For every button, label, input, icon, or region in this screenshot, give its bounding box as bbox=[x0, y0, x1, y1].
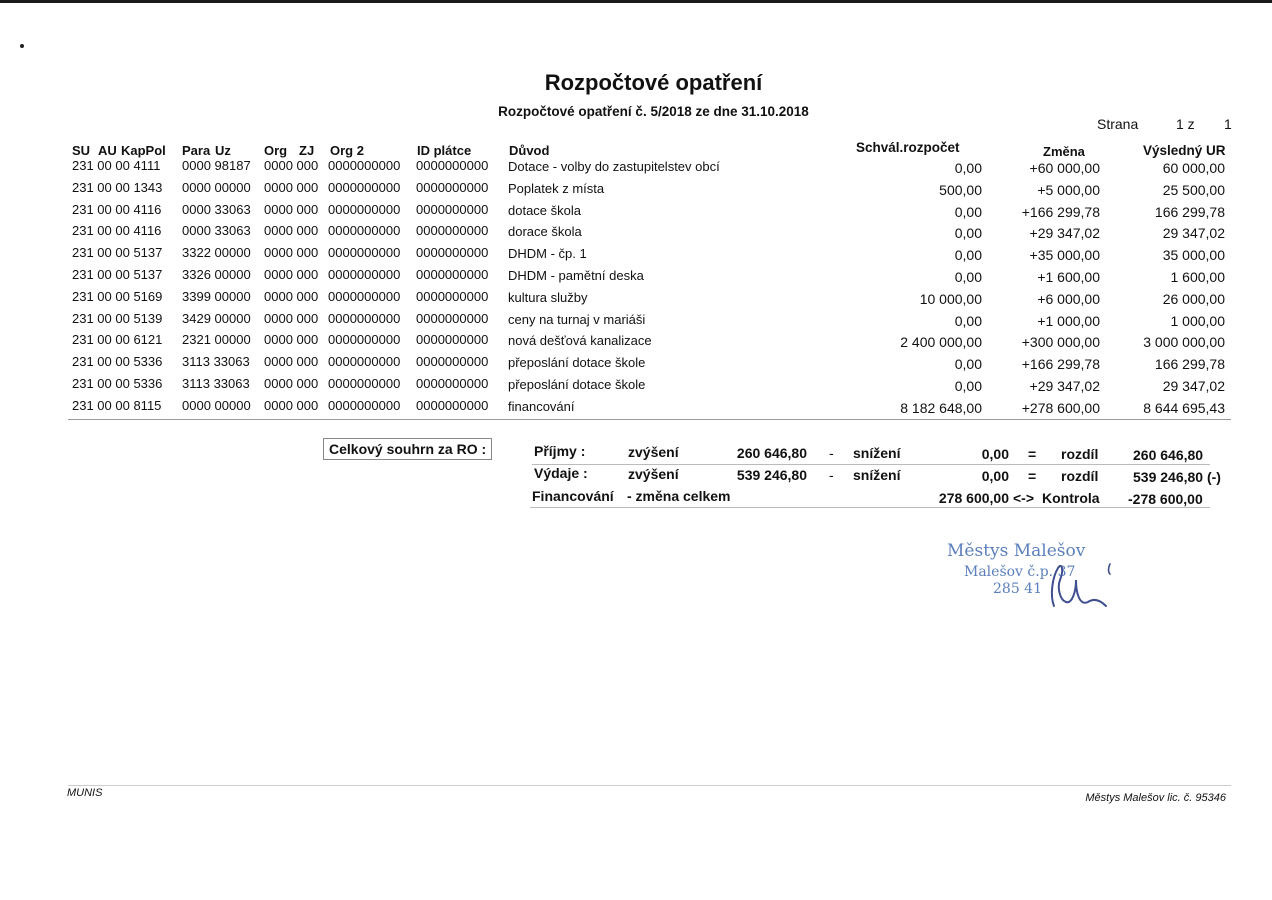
cell-schval: 500,00 bbox=[939, 181, 982, 198]
cell-id-platce: 0000000000 bbox=[416, 354, 489, 370]
cell-org2: 0000000000 bbox=[328, 354, 401, 370]
cell-org2: 0000000000 bbox=[328, 179, 401, 195]
col-para: Para bbox=[182, 143, 211, 158]
cell-org-zj: 0000 000 bbox=[264, 158, 319, 173]
kontrola-arrow: <-> bbox=[1013, 490, 1035, 506]
cell-codes: 231 00 00 5336 bbox=[72, 354, 163, 370]
table-row bbox=[0, 311, 1272, 333]
table-row bbox=[0, 180, 1272, 202]
cell-vysledny: 29 347,02 bbox=[1162, 378, 1225, 394]
cell-id-platce: 0000000000 bbox=[416, 201, 489, 217]
cell-duvod: přeposlání dotace škole bbox=[508, 355, 646, 371]
cell-para-uz: 3326 00000 bbox=[182, 267, 251, 282]
cell-org-zj: 0000 000 bbox=[264, 267, 319, 282]
financovani-label: Financování bbox=[532, 488, 614, 504]
table-row bbox=[0, 267, 1272, 289]
cell-schval: 10 000,00 bbox=[919, 290, 982, 307]
col-zj: ZJ bbox=[299, 143, 315, 158]
page-total: 1 bbox=[1224, 116, 1232, 132]
cell-schval: 0,00 bbox=[954, 247, 982, 264]
summary-label: Celkový souhrn za RO : bbox=[323, 438, 492, 460]
cell-org2: 0000000000 bbox=[328, 310, 401, 326]
vydaje-dash: - bbox=[829, 467, 834, 483]
cell-para-uz: 0000 33063 bbox=[182, 201, 251, 217]
cell-codes: 231 00 00 4116 bbox=[72, 201, 162, 217]
cell-org-zj: 0000 000 bbox=[264, 332, 319, 348]
cell-vysledny: 166 299,78 bbox=[1154, 356, 1225, 373]
cell-zmena: +300 000,00 bbox=[1021, 334, 1100, 351]
kontrola-label: Kontrola bbox=[1042, 490, 1100, 506]
vydaje-snizeni-label: snížení bbox=[853, 467, 901, 483]
cell-duvod: dorace škola bbox=[508, 224, 582, 240]
cell-id-platce: 0000000000 bbox=[416, 332, 489, 348]
cell-schval: 0,00 bbox=[954, 203, 982, 220]
prijmy-rozdil-value: 260 646,80 bbox=[1133, 447, 1204, 463]
vydaje-label: Výdaje : bbox=[534, 465, 588, 481]
cell-schval: 0,00 bbox=[954, 225, 982, 242]
cell-codes: 231 00 00 8115 bbox=[72, 397, 162, 413]
cell-vysledny: 25 500,00 bbox=[1162, 181, 1225, 198]
col-duvod: Důvod bbox=[509, 143, 550, 158]
table-row bbox=[0, 223, 1272, 245]
col-kappol: KapPol bbox=[121, 143, 166, 158]
prijmy-dash: - bbox=[829, 445, 834, 461]
cell-para-uz: 0000 33063 bbox=[182, 223, 251, 239]
summary-bottom-rule bbox=[530, 507, 1210, 508]
cell-schval: 2 400 000,00 bbox=[900, 334, 982, 351]
cell-zmena: +6 000,00 bbox=[1037, 290, 1100, 307]
cell-para-uz: 3399 00000 bbox=[182, 288, 251, 304]
col-au: AU bbox=[98, 143, 117, 158]
prijmy-zvyseni-label: zvýšení bbox=[628, 444, 679, 460]
cell-vysledny: 35 000,00 bbox=[1162, 247, 1225, 264]
cell-org-zj: 0000 000 bbox=[264, 245, 319, 261]
cell-para-uz: 2321 00000 bbox=[182, 332, 251, 348]
cell-id-platce: 0000000000 bbox=[416, 179, 489, 195]
cell-id-platce: 0000000000 bbox=[416, 223, 489, 239]
cell-vysledny: 8 644 695,43 bbox=[1143, 399, 1225, 416]
cell-zmena: +278 600,00 bbox=[1021, 399, 1100, 416]
cell-codes: 231 00 00 5139 bbox=[72, 310, 163, 326]
scan-speck bbox=[20, 44, 24, 48]
cell-duvod: dotace škola bbox=[508, 202, 581, 218]
cell-duvod: nová dešťová kanalizace bbox=[508, 333, 652, 349]
prijmy-label: Příjmy : bbox=[534, 443, 586, 459]
cell-duvod: financování bbox=[508, 398, 575, 414]
prijmy-zvyseni-value: 260 646,80 bbox=[736, 445, 807, 461]
cell-org-zj: 0000 000 bbox=[264, 397, 319, 413]
cell-vysledny: 1 000,00 bbox=[1170, 312, 1225, 329]
table-row bbox=[0, 398, 1272, 420]
col-su: SU bbox=[72, 143, 91, 158]
cell-zmena: +1 000,00 bbox=[1037, 312, 1100, 329]
cell-codes: 231 00 00 5137 bbox=[72, 267, 163, 282]
cell-codes: 231 00 00 4116 bbox=[72, 223, 162, 239]
cell-vysledny: 166 299,78 bbox=[1154, 203, 1225, 220]
summary-row-rule bbox=[532, 464, 1210, 465]
cell-zmena: +35 000,00 bbox=[1029, 247, 1100, 264]
cell-id-platce: 0000000000 bbox=[416, 288, 489, 304]
stamp-postcode: 285 41 bbox=[993, 581, 1042, 597]
col-zmena: Změna bbox=[1043, 144, 1085, 159]
vydaje-zvyseni-label: zvýšení bbox=[628, 466, 679, 482]
cell-schval: 0,00 bbox=[954, 356, 982, 373]
cell-org2: 0000000000 bbox=[328, 332, 401, 348]
col-org: Org bbox=[264, 143, 288, 158]
cell-duvod: kultura služby bbox=[508, 289, 588, 305]
cell-org2: 0000000000 bbox=[328, 267, 401, 282]
cell-id-platce: 0000000000 bbox=[416, 267, 489, 282]
vydaje-rozdil-value: 539 246,80 (-) bbox=[1133, 469, 1221, 485]
scan-edge-line bbox=[0, 0, 1272, 3]
table-row bbox=[0, 158, 1272, 180]
cell-para-uz: 3429 00000 bbox=[182, 310, 251, 326]
cell-zmena: +166 299,78 bbox=[1021, 356, 1100, 373]
stamp-name: Městys Malešov bbox=[947, 541, 1086, 561]
cell-zmena: +166 299,78 bbox=[1021, 203, 1100, 220]
table-row bbox=[0, 289, 1272, 311]
cell-codes: 231 00 00 5336 bbox=[72, 376, 163, 391]
col-org2: Org 2 bbox=[330, 143, 364, 158]
page-of: 1 z bbox=[1176, 116, 1195, 132]
table-bottom-rule bbox=[68, 419, 1231, 420]
cell-org2: 0000000000 bbox=[328, 245, 401, 261]
cell-org-zj: 0000 000 bbox=[264, 354, 319, 370]
cell-org2: 0000000000 bbox=[328, 158, 401, 173]
table-row bbox=[0, 354, 1272, 376]
prijmy-eq: = bbox=[1028, 446, 1037, 462]
cell-zmena: +60 000,00 bbox=[1029, 160, 1100, 176]
cell-zmena: +5 000,00 bbox=[1037, 181, 1100, 198]
vydaje-zvyseni-value: 539 246,80 bbox=[736, 467, 807, 483]
cell-vysledny: 60 000,00 bbox=[1162, 160, 1225, 176]
cell-para-uz: 3113 33063 bbox=[182, 354, 250, 370]
document-title: Rozpočtové opatření bbox=[544, 70, 763, 95]
cell-schval: 8 182 648,00 bbox=[900, 399, 982, 416]
cell-org-zj: 0000 000 bbox=[264, 201, 319, 217]
cell-para-uz: 0000 98187 bbox=[182, 158, 251, 173]
prijmy-snizeni-value: 0,00 bbox=[981, 446, 1009, 462]
cell-para-uz: 0000 00000 bbox=[182, 397, 251, 413]
cell-duvod: přeposlání dotace škole bbox=[508, 377, 646, 392]
footer-license: Městys Malešov lic. č. 95346 bbox=[1085, 792, 1226, 804]
cell-para-uz: 3113 33063 bbox=[182, 376, 250, 391]
cell-org2: 0000000000 bbox=[328, 376, 401, 391]
zmena-celkem-label: - změna celkem bbox=[627, 488, 731, 504]
stamp-address: Malešov č.p. 37 bbox=[964, 564, 1076, 580]
vydaje-eq: = bbox=[1028, 468, 1037, 484]
footer-software: MUNIS bbox=[67, 787, 103, 799]
cell-zmena: +29 347,02 bbox=[1029, 378, 1100, 394]
cell-codes: 231 00 00 6121 bbox=[72, 332, 163, 348]
footer-rule bbox=[68, 785, 1231, 786]
cell-duvod: Dotace - volby do zastupitelstev obcí bbox=[508, 159, 720, 174]
cell-duvod: ceny na turnaj v mariáši bbox=[508, 311, 646, 327]
col-vysledny: Výsledný UR bbox=[1143, 143, 1226, 158]
cell-schval: 0,00 bbox=[954, 160, 982, 176]
prijmy-snizeni-label: snížení bbox=[853, 445, 901, 461]
cell-org-zj: 0000 000 bbox=[264, 179, 319, 195]
cell-id-platce: 0000000000 bbox=[416, 245, 489, 261]
document-subtitle: Rozpočtové opatření č. 5/2018 ze dne 31.10.2018 bbox=[498, 104, 809, 119]
table-row bbox=[0, 202, 1272, 224]
financovani-value: 278 600,00 bbox=[938, 490, 1009, 506]
table-row bbox=[0, 245, 1272, 267]
cell-codes: 231 00 00 4111 bbox=[72, 158, 161, 173]
table-row bbox=[0, 376, 1272, 398]
cell-org2: 0000000000 bbox=[328, 288, 401, 304]
col-schval: Schvál.rozpočet bbox=[856, 140, 960, 155]
cell-schval: 0,00 bbox=[954, 312, 982, 329]
cell-zmena: +1 600,00 bbox=[1037, 269, 1100, 285]
cell-id-platce: 0000000000 bbox=[416, 158, 489, 173]
page-label: Strana bbox=[1097, 116, 1139, 132]
kontrola-value: -278 600,00 bbox=[1128, 491, 1203, 507]
cell-org2: 0000000000 bbox=[328, 397, 401, 413]
cell-duvod: Poplatek z místa bbox=[508, 180, 605, 196]
vydaje-rozdil-label: rozdíl bbox=[1061, 468, 1099, 484]
signature-mark bbox=[1030, 552, 1120, 614]
cell-codes: 231 00 00 5137 bbox=[72, 245, 163, 261]
cell-para-uz: 0000 00000 bbox=[182, 179, 251, 195]
cell-org-zj: 0000 000 bbox=[264, 376, 319, 391]
cell-vysledny: 3 000 000,00 bbox=[1143, 334, 1225, 351]
prijmy-rozdil-label: rozdíl bbox=[1061, 446, 1099, 462]
col-uz: Uz bbox=[215, 143, 231, 158]
cell-zmena: +29 347,02 bbox=[1029, 225, 1100, 242]
cell-codes: 231 00 00 5169 bbox=[72, 288, 163, 304]
cell-id-platce: 0000000000 bbox=[416, 310, 489, 326]
cell-org2: 0000000000 bbox=[328, 201, 401, 217]
col-id-platce: ID plátce bbox=[417, 143, 472, 158]
cell-id-platce: 0000000000 bbox=[416, 397, 489, 413]
cell-vysledny: 1 600,00 bbox=[1170, 269, 1225, 285]
cell-org2: 0000000000 bbox=[328, 223, 401, 239]
cell-schval: 0,00 bbox=[954, 378, 982, 394]
cell-codes: 231 00 00 1343 bbox=[72, 179, 163, 195]
cell-org-zj: 0000 000 bbox=[264, 288, 319, 304]
vydaje-snizeni-value: 0,00 bbox=[981, 468, 1009, 484]
cell-org-zj: 0000 000 bbox=[264, 223, 319, 239]
cell-id-platce: 0000000000 bbox=[416, 376, 489, 391]
cell-duvod: DHDM - pamětní deska bbox=[508, 268, 644, 283]
cell-schval: 0,00 bbox=[954, 269, 982, 285]
cell-org-zj: 0000 000 bbox=[264, 310, 319, 326]
cell-vysledny: 26 000,00 bbox=[1162, 290, 1225, 307]
cell-para-uz: 3322 00000 bbox=[182, 245, 251, 261]
table-row bbox=[0, 332, 1272, 354]
cell-duvod: DHDM - čp. 1 bbox=[508, 246, 587, 262]
cell-vysledny: 29 347,02 bbox=[1162, 225, 1225, 242]
